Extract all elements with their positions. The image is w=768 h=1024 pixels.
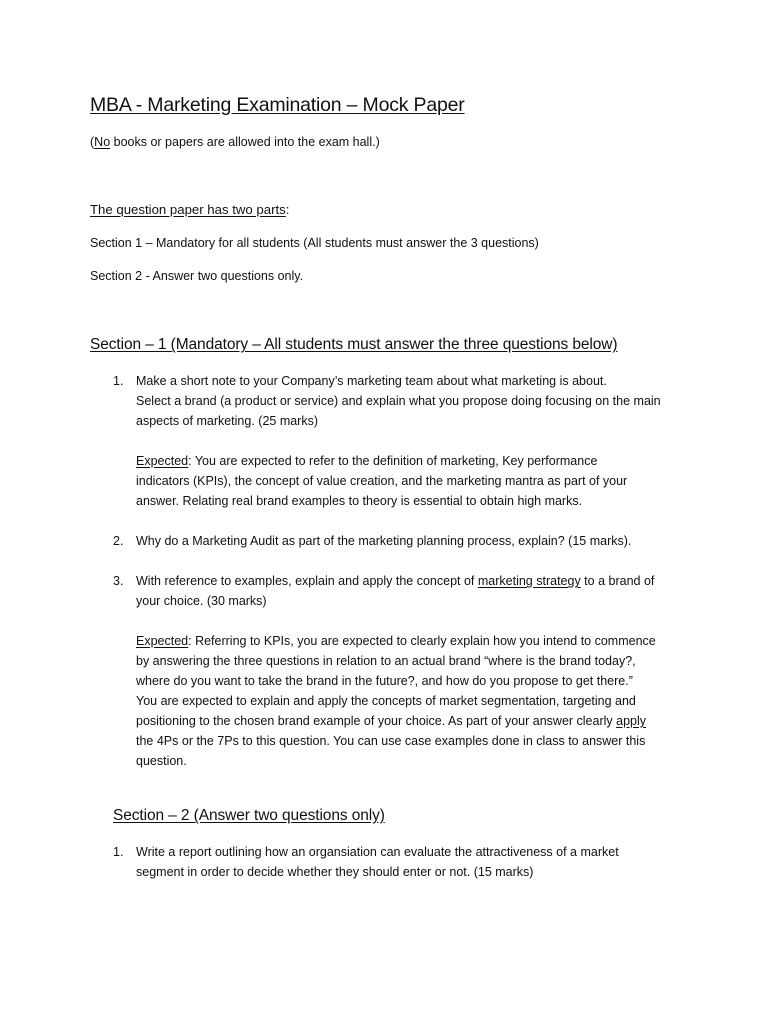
expected-line	[136, 451, 627, 471]
expected-text: positioning to the chosen brand example of your choice. As part of your answer clearly	[136, 714, 617, 728]
expected-label: Expected	[136, 634, 189, 648]
section-2-question-1-text	[136, 842, 619, 882]
question-line: Why do a Marketing Audit as part of the marketing planning process, explain? (15 marks).	[136, 534, 632, 548]
document-title: MBA - Marketing Examination – Mock Paper	[90, 94, 465, 116]
question-line: your choice. (30 marks)	[136, 594, 267, 608]
expected-line: question.	[136, 754, 187, 768]
question-line	[136, 571, 654, 591]
marketing-strategy-term: marketing strategy	[477, 574, 581, 588]
expected-text: : Referring to KPIs, you are expected to clearly explain how you intend to commence	[188, 634, 656, 648]
question-line: aspects of marketing. (25 marks)	[136, 414, 319, 428]
expected-line	[136, 631, 656, 651]
expected-line	[136, 711, 656, 731]
expected-label: Expected	[136, 454, 189, 468]
question-1-expected	[136, 451, 627, 511]
question-3-expected	[136, 631, 656, 771]
note-no: No	[94, 135, 111, 149]
question-number: 2.	[113, 534, 124, 548]
section-2-summary: Section 2 - Answer two questions only.	[90, 269, 304, 283]
apply-term: apply	[616, 714, 647, 728]
question-number: 3.	[113, 574, 124, 588]
note-rest: books or papers are allowed into the exam hall.)	[110, 135, 380, 149]
section-1-summary: Section 1 – Mandatory for all students (All students must answer the 3 questions)	[90, 236, 539, 250]
question-number: 1.	[113, 374, 124, 388]
note-paren: (	[90, 135, 95, 149]
question-line: Select a brand (a product or service) and explain what you propose doing focusing on the main	[136, 394, 661, 408]
expected-line: answer. Relating real brand examples to theory is essential to obtain high marks.	[136, 494, 583, 508]
expected-line: indicators (KPIs), the concept of value creation, and the marketing mantra as part of your	[136, 474, 628, 488]
question-2-text	[136, 531, 631, 551]
parts-heading-text: The question paper has two parts	[90, 202, 286, 217]
question-1-text	[136, 371, 661, 431]
question-number: 1.	[113, 845, 124, 859]
question-line: Write a report outlining how an organsiation can evaluate the attractiveness of a market	[136, 845, 619, 859]
exam-hall-note	[90, 135, 380, 149]
expected-line: where do you want to take the brand in the future?, and how do you propose to get there.”	[136, 674, 633, 688]
question-line-part: With reference to examples, explain and apply the concept of	[136, 574, 478, 588]
expected-line: the 4Ps or the 7Ps to this question. You can use case examples done in class to answer this	[136, 734, 646, 748]
parts-heading-colon: :	[285, 202, 290, 217]
question-3-text	[136, 571, 654, 611]
question-line-part: to a brand of	[580, 574, 655, 588]
expected-line: You are expected to explain and apply the concepts of market segmentation, targeting and	[136, 694, 636, 708]
question-line: Make a short note to your Company’s marketing team about what marketing is about.	[136, 374, 607, 388]
section-1-heading: Section – 1 (Mandatory – All students must answer the three questions below)	[90, 336, 618, 353]
expected-text: : You are expected to refer to the definition of marketing, Key performance	[188, 454, 598, 468]
parts-heading	[90, 202, 289, 217]
section-2-heading: Section – 2 (Answer two questions only)	[113, 807, 385, 824]
question-line: segment in order to decide whether they should enter or not. (15 marks)	[136, 865, 534, 879]
expected-line: by answering the three questions in relation to an actual brand “where is the brand today?,	[136, 654, 636, 668]
